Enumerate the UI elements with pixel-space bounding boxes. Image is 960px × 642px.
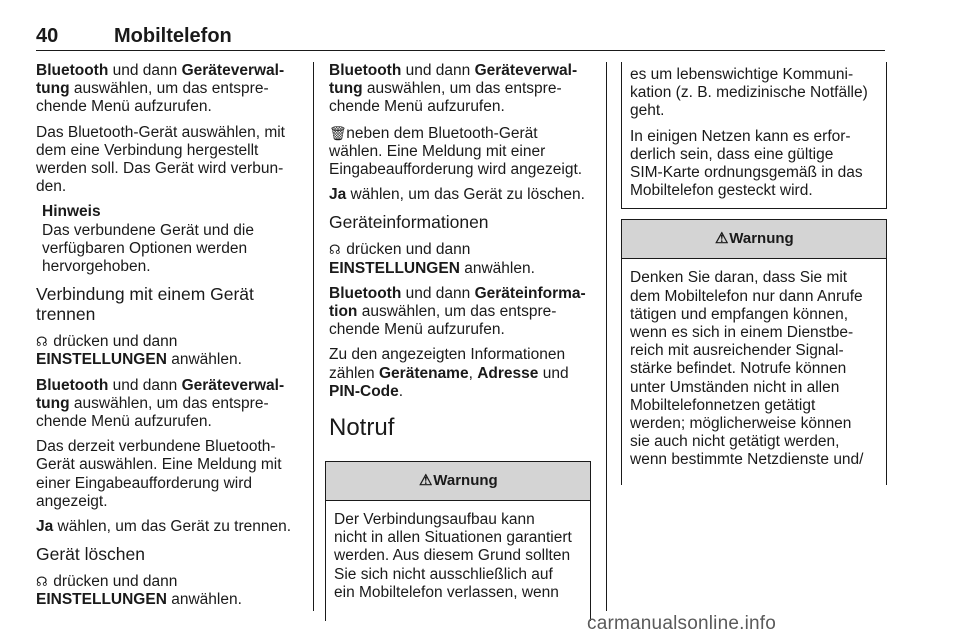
note-block: Hinweis Das verbundene Gerät und die verfügbaren Optionen werden hervorgehoben. [42, 203, 254, 276]
warning-box [325, 461, 591, 621]
note-title: Hinweis [42, 203, 101, 221]
warning-box [621, 219, 887, 485]
paragraph: 🗑 neben dem Bluetooth-Gerät wählen. Eine Meldung mit einer Eingabeaufforderung wird angezeigt. [329, 124, 583, 179]
navigation-icon: ☊ [329, 242, 341, 258]
column-divider [606, 62, 607, 611]
chapter-heading: Notruf [329, 414, 395, 442]
paragraph: Bluetooth und dann Geräteverwal- tung auswählen, um das entspre- chende Menü aufzurufen. [36, 62, 285, 116]
paragraph: Bluetooth und dann Geräteinforma- tion auswählen, um das entspre- chende Menü aufzurufen. [329, 284, 586, 339]
section-heading: Gerät löschen [36, 544, 145, 565]
navigation-icon: ☊ [36, 574, 48, 590]
trash-icon: 🗑 [329, 124, 347, 141]
paragraph: es um lebenswichtige Kommuni- kation (z. B. medizinische Notfälle) geht. [630, 66, 868, 120]
warning-icon: ⚠ [715, 230, 729, 248]
column-2 [329, 62, 591, 621]
paragraph: Bluetooth und dann Geräteverwal- tung auswählen, um das entspre- chende Menü aufzurufen. [36, 376, 285, 431]
paragraph: Bluetooth und dann Geräteverwal- tung auswählen, um das entspre- chende Menü aufzurufen. [329, 62, 578, 116]
warning-body: Der Verbindungsaufbau kann nicht in allen Situationen garantiert werden. Aus diesem Grund sollten Sie sich nicht ausschließlich auf ein Mobiltelefon verlassen, wenn [334, 511, 572, 601]
warning-header: ⚠Warnung [622, 220, 886, 259]
watermark: carmanualsonline.info [587, 613, 777, 634]
column-1 [36, 62, 304, 617]
paragraph: Ja wählen, um das Gerät zu trennen. [36, 518, 292, 536]
warning-header: ⚠Warnung [326, 462, 590, 501]
warning-body: Denken Sie daran, dass Sie mit dem Mobiltelefon nur dann Anrufe tätigen und empfangen können, wenn es sich in einem Dienstbe- reich mit ausreichender Signal- stärke befindet. Notrufe können unter Umständen nicht in allen Mobiltelefonnetzen getätigt werden; möglicherweise können sie auch nicht getätigt werden, wenn bestimmte Netzdienste und/ [630, 269, 864, 469]
page-title: Mobiltelefon [114, 25, 232, 47]
paragraph: Das Bluetooth-Gerät auswählen, mit dem eine Verbindung hergestellt werden soll. Das Gerät wird verbun- den. [36, 123, 285, 196]
paragraph: Das derzeit verbundene Bluetooth- Gerät auswählen. Eine Meldung mit einer Eingabeaufforderung wird angezeigt. [36, 438, 282, 510]
paragraph: In einigen Netzen kann es erfor- derlich sein, dass eine gültige SIM-Karte ordnungsgemäß in das Mobiltelefon gesteckt wird. [630, 127, 863, 200]
paragraph: ☊ drücken und dann EINSTELLUNGEN anwählen. [36, 573, 242, 609]
page-number: 40 [36, 25, 59, 47]
section-heading: Verbindung mit einem Gerät trennen [36, 284, 254, 325]
warning-icon: ⚠ [419, 472, 433, 490]
paragraph: ☊ drücken und dann EINSTELLUNGEN anwählen. [329, 241, 535, 277]
column-3 [621, 62, 885, 485]
paragraph: Ja wählen, um das Gerät zu löschen. [329, 186, 585, 204]
page-header [36, 24, 885, 51]
paragraph: Zu den angezeigten Informationen zählen Gerätename, Adresse und PIN-Code. [329, 346, 569, 400]
navigation-icon: ☊ [36, 334, 48, 350]
warning-continuation [621, 62, 887, 209]
section-heading: Geräteinformationen [329, 212, 489, 233]
paragraph: ☊ drücken und dann EINSTELLUNGEN anwählen. [36, 333, 242, 369]
column-divider [313, 62, 314, 611]
